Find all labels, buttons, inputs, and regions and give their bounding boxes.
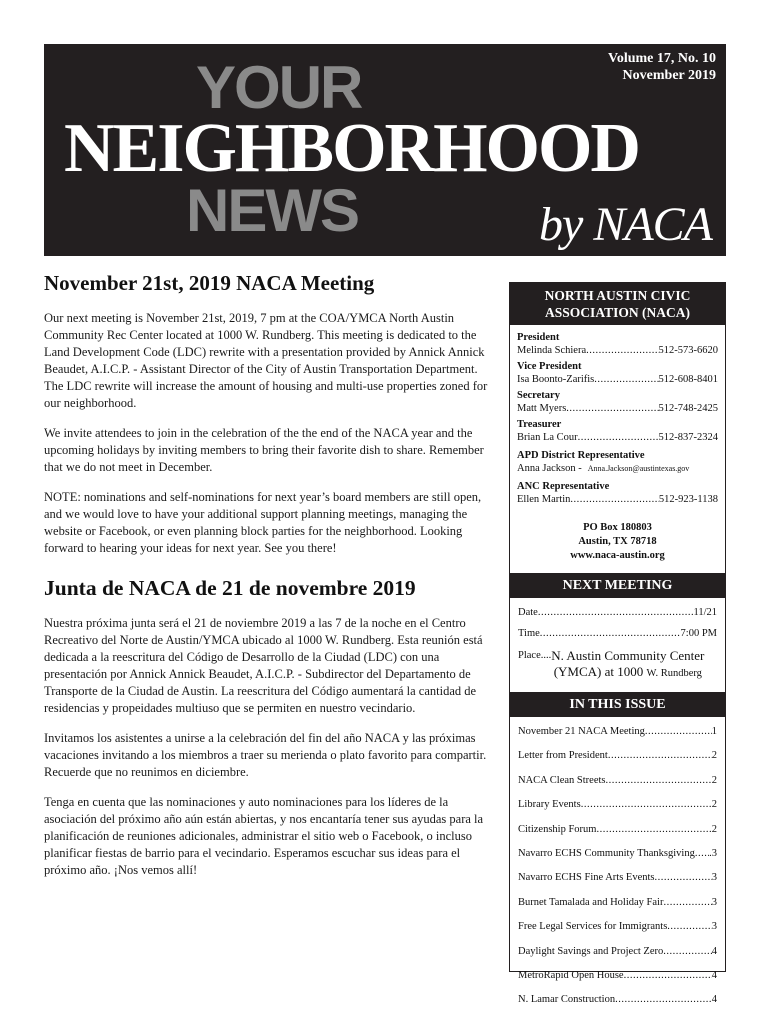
toc-page: 4 bbox=[711, 969, 717, 981]
association-heading bbox=[510, 283, 725, 325]
leader-dots bbox=[663, 945, 712, 969]
article-paragraph: We invite attendees to join in the celebration of the the end of the NACA year and the upcoming holidays by inviting members to bring their favorite dish to share. Remember that we do not meet in December. bbox=[44, 426, 484, 474]
meeting-place-line2b: W. Rundberg bbox=[646, 668, 702, 679]
meeting-place-line1: N. Austin Community Center bbox=[551, 648, 705, 663]
meeting-place-line2a: (YMCA) at 1000 bbox=[553, 664, 644, 679]
meeting-time-row bbox=[518, 627, 717, 641]
toc-page: 4 bbox=[711, 945, 717, 957]
apd-name: Anna Jackson - bbox=[517, 463, 582, 474]
leader-dots bbox=[594, 373, 658, 387]
officer-role: President bbox=[517, 332, 560, 343]
leader-dots bbox=[578, 431, 659, 445]
meeting-date-label: Date bbox=[518, 607, 538, 618]
officer-name: Brian La Cour bbox=[517, 432, 578, 443]
toc-item[interactable] bbox=[518, 749, 717, 773]
article-paragraph: Our next meeting is November 21st, 2019, 7 pm at the COA/YMCA North Austin Community Rec Center located at 1000 W. Rundberg. This meeting is dedicated to the Land Development Code (LDC) rewrite with a presentation provided by Annick Annick Beaudet, A.I.C.P. - Assistant Director of the City of Austin Transportation Department. The LDC rewrite will increase the amount of housing and multi-use properties zoned for our neighborhood. bbox=[44, 311, 488, 410]
toc-item[interactable] bbox=[518, 896, 717, 920]
masthead-byline: by NACA bbox=[539, 198, 712, 251]
article-paragraph: Tenga en cuenta que las nominaciones y auto nominaciones para los líderes de la asociación del próximo año aún están abiertas, y nos encantaría tener sus ayudas para la planificación de reuniones adicionales, administrar el sitio web o Facebook, o incluso planificar fiestas de barrio para el vecindario. Esperamos escuchar sus ideas para el próximo año. ¡Nos vemos allí! bbox=[44, 795, 484, 877]
officer-phone: 512-837-2324 bbox=[658, 432, 718, 443]
officer-name: Isa Boonto-Zarifis bbox=[517, 374, 595, 385]
toc-label: Free Legal Services for Immigrants bbox=[518, 921, 668, 933]
officer-list bbox=[510, 325, 725, 509]
meeting-place-row bbox=[518, 648, 717, 682]
anc-row bbox=[517, 493, 718, 507]
website-link[interactable]: www.naca-austin.org bbox=[570, 550, 665, 561]
toc-item[interactable] bbox=[518, 969, 717, 993]
leader-dots bbox=[570, 493, 659, 507]
article-paragraph: Nuestra próxima junta será el 21 de noviembre 2019 a las 7 de la noche en el Centro Recreativo del Norte de Austin/YMCA ubicado al 1000 W. Rundberg. Esta reunión está dedicada a la reescritura del Código de Desarrollo de la Ciudad (LDC) con una presentación por Annick Annick Beaudet, A.I.C.P. - Subdirector del Departamento de Transporte de la Ciudad de Austin. La reescritura del Código aumentará la cantidad de residencias y propeidades multiuso que se permiten en nuestro vecindario. bbox=[44, 616, 483, 715]
meeting-place-line2 bbox=[551, 664, 704, 682]
apd-email[interactable]: Anna.Jackson@austintexas.gov bbox=[587, 464, 690, 473]
toc-page: 3 bbox=[711, 921, 717, 933]
leader-dots bbox=[540, 627, 681, 641]
masthead bbox=[44, 44, 726, 256]
leader-dots bbox=[596, 823, 711, 847]
apd-role: APD District Representative bbox=[517, 450, 645, 461]
association-heading-line2: ASSOCIATION (NACA) bbox=[545, 305, 690, 320]
officer-name: Matt Myers bbox=[517, 403, 567, 414]
meeting-date-row bbox=[518, 606, 717, 620]
toc-label: Burnet Tamalada and Holiday Fair bbox=[518, 896, 664, 908]
toc-page: 1 bbox=[711, 726, 717, 737]
toc-label: NACA Clean Streets bbox=[518, 774, 606, 786]
toc-item[interactable] bbox=[518, 920, 717, 944]
leader-dots bbox=[581, 798, 712, 822]
leader-dots bbox=[663, 896, 711, 920]
toc-page: 3 bbox=[711, 872, 717, 884]
toc-page: 3 bbox=[711, 896, 717, 908]
toc-label: Daylight Savings and Project Zero bbox=[518, 945, 664, 957]
officer-name: Melinda Schiera bbox=[517, 345, 587, 356]
leader-dots bbox=[615, 993, 712, 1017]
meeting-time-label: Time bbox=[518, 628, 540, 639]
leader-dots bbox=[655, 871, 712, 895]
leader-dots bbox=[695, 847, 709, 871]
toc-label: Letter from President bbox=[518, 750, 608, 762]
officer-row bbox=[517, 402, 718, 416]
officer-row bbox=[517, 373, 718, 387]
officer-phone: 512-573-6620 bbox=[658, 345, 718, 356]
anc-name: Ellen Martin bbox=[517, 494, 571, 505]
officer-phone: 512-608-8401 bbox=[658, 374, 718, 385]
mailing-address bbox=[510, 509, 725, 573]
toc-label: November 21 NACA Meeting bbox=[518, 726, 645, 737]
leader-dots bbox=[606, 774, 712, 798]
toc-label: MetroRapid Open House bbox=[518, 969, 624, 981]
meeting-time-value: 7:00 PM bbox=[680, 628, 717, 639]
officer-role: Vice President bbox=[517, 361, 582, 372]
toc-label: Navarro ECHS Community Thanksgiving bbox=[518, 847, 695, 859]
toc-page: 2 bbox=[711, 774, 717, 786]
toc-label: Navarro ECHS Fine Arts Events bbox=[518, 872, 655, 884]
leader-dots bbox=[538, 606, 694, 620]
city-zip: Austin, TX 78718 bbox=[578, 536, 657, 547]
toc-item[interactable] bbox=[518, 871, 717, 895]
toc-item[interactable] bbox=[518, 774, 717, 798]
toc-item[interactable] bbox=[518, 823, 717, 847]
po-box: PO Box 180803 bbox=[583, 522, 652, 533]
leader-dots bbox=[667, 920, 711, 944]
officer-row bbox=[517, 431, 718, 445]
anc-role: ANC Representative bbox=[517, 481, 610, 492]
leader-dots bbox=[586, 344, 658, 358]
officer-role: Secretary bbox=[517, 390, 560, 401]
toc-page: .3 bbox=[709, 847, 717, 859]
next-meeting-heading: NEXT MEETING bbox=[510, 573, 725, 598]
toc-label: Library Events bbox=[518, 799, 581, 811]
toc-label: N. Lamar Construction bbox=[518, 994, 616, 1006]
officer-row bbox=[517, 344, 718, 358]
article-paragraph: Invitamos los asistentes a unirse a la celebración del fin del año NACA y las próximas vacaciones invitando a los miembros a traer su merienda o plato favorito para compartir. Recuerde que no reunimos en diciembre. bbox=[44, 731, 487, 779]
main-column bbox=[44, 270, 496, 892]
toc-page: 4 bbox=[711, 994, 717, 1006]
association-heading-line1: NORTH AUSTIN CIVIC bbox=[544, 288, 691, 303]
toc-item[interactable] bbox=[518, 725, 717, 749]
issue-date: November 2019 bbox=[622, 68, 716, 83]
volume-number: Volume 17, No. 10 bbox=[608, 51, 716, 66]
toc-item[interactable] bbox=[518, 798, 717, 822]
in-this-issue-heading: IN THIS ISSUE bbox=[510, 692, 725, 717]
meeting-date-value: 11/21 bbox=[693, 607, 717, 618]
leader-dots bbox=[608, 749, 712, 773]
officer-role: Treasurer bbox=[517, 419, 562, 430]
sidebar bbox=[509, 282, 726, 1006]
anc-phone: 512-923-1138 bbox=[658, 494, 718, 505]
next-meeting-details bbox=[510, 598, 725, 692]
article-title-spanish: Junta de NACA de 21 de novembre 2019 bbox=[44, 576, 416, 600]
toc-item[interactable] bbox=[518, 993, 717, 1017]
article-title-english: November 21st, 2019 NACA Meeting bbox=[44, 271, 375, 295]
officer-phone: 512-748-2425 bbox=[658, 403, 718, 414]
table-of-contents bbox=[510, 717, 725, 1018]
toc-page: 2 bbox=[711, 799, 717, 811]
issue-info bbox=[608, 50, 716, 84]
meeting-place-value bbox=[551, 648, 704, 682]
masthead-word-your: YOUR bbox=[196, 54, 362, 121]
meeting-place-label: Place.... bbox=[518, 650, 552, 661]
toc-item[interactable] bbox=[518, 847, 717, 871]
masthead-word-news: NEWS bbox=[186, 177, 358, 244]
leader-dots bbox=[645, 725, 712, 749]
masthead-word-neighborhood: NEIGHBORHOOD bbox=[64, 110, 639, 187]
leader-dots bbox=[566, 402, 658, 416]
toc-page: 2 bbox=[711, 750, 717, 762]
apd-row bbox=[517, 462, 718, 476]
toc-label: Citizenship Forum bbox=[518, 823, 597, 835]
toc-page: 2 bbox=[711, 823, 717, 835]
leader-dots bbox=[624, 969, 712, 993]
toc-item[interactable] bbox=[518, 945, 717, 969]
article-paragraph: NOTE: nominations and self-nominations for next year’s board members are still open, and we would love to have your additional support planning meetings, managing the website or Facebook, or even planning block parties for the neighborhood. Looking forward to hearing your ideas for next year. See you there! bbox=[44, 490, 482, 555]
